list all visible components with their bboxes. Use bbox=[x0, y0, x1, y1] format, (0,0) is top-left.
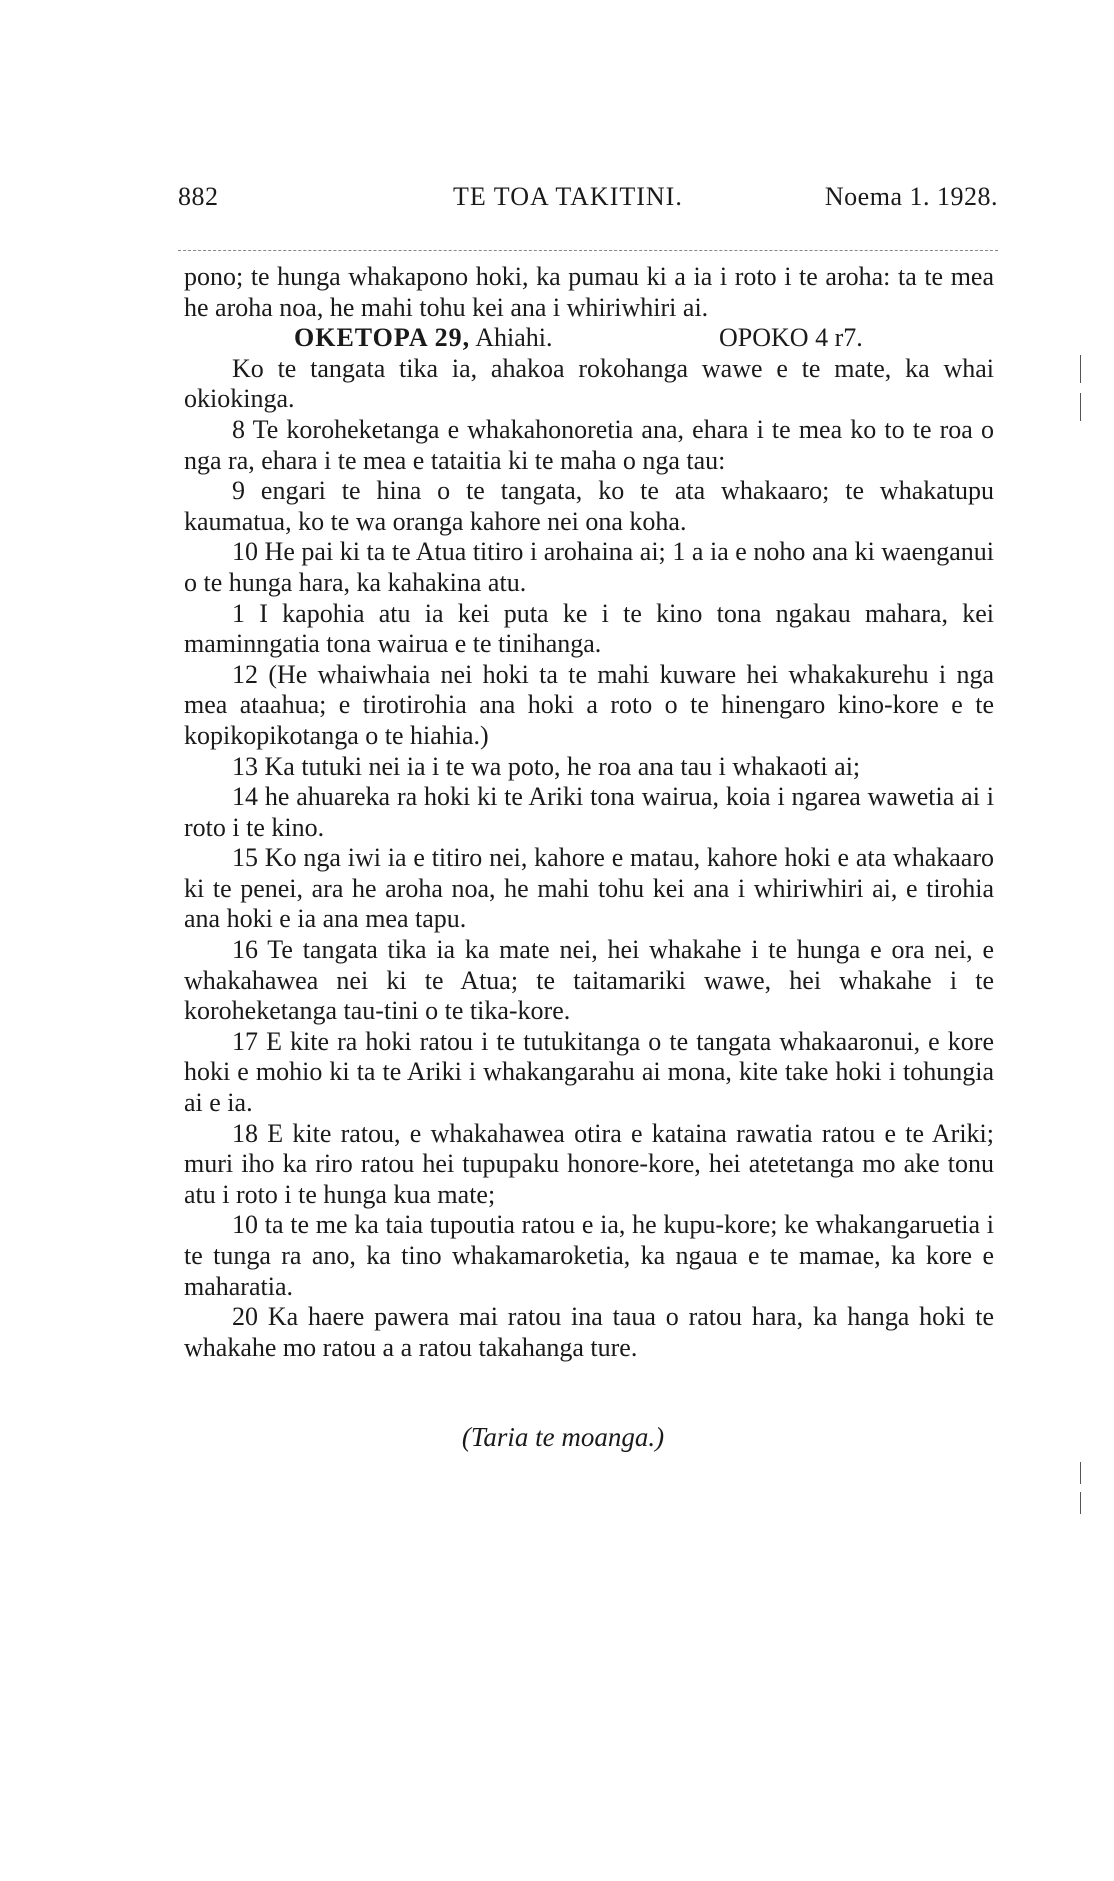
journal-title: TE TOA TAKITINI. bbox=[453, 182, 683, 211]
chapter-reference: OPOKO 4 r7. bbox=[719, 323, 863, 353]
verse-paragraph: 12 (He whaiwhaia nei hoki ta te mahi kuware hei whakakurehu i nga mea ataahua; e tirotirohia ana hoki a roto o te hinengaro kino-kore e te kopikopikotanga o te hiahia.) bbox=[184, 659, 994, 750]
margin-mark bbox=[1080, 1462, 1081, 1484]
reading-date-rest: Ahiahi. bbox=[475, 323, 553, 353]
reading-date-bold: OKETOPA 29, bbox=[294, 323, 471, 353]
page-number: 882 bbox=[178, 182, 219, 211]
verse-paragraph: 10 ta te me ka taia tupoutia ratou e ia, he kupu-kore; ke whakangaruetia i te tunga ra ano, ka tino whakamaroketia, ka ngaua e te mamae, ka kore e maharatia. bbox=[184, 1210, 994, 1301]
margin-mark bbox=[1080, 393, 1081, 421]
verse-paragraph: 10 He pai ki ta te Atua titiro i arohaina ai; 1 a ia e noho ana ki waenganui o te hunga hara, ka kahakina atu. bbox=[184, 537, 994, 597]
reading-heading bbox=[184, 323, 994, 354]
running-header bbox=[178, 182, 998, 222]
verse-paragraph: 9 engari te hina o te tangata, ko te ata whakaaro; te whakatupu kaumatua, ko te wa oranga kahore nei ona koha. bbox=[184, 476, 994, 536]
closing-note: (Taria te moanga.) bbox=[461, 1422, 665, 1452]
margin-mark bbox=[1080, 1492, 1081, 1514]
verse-paragraph: 20 Ka haere pawera mai ratou ina taua o ratou hara, ka hanga hoki te whakahe mo ratou a a ratou takahanga ture. bbox=[184, 1302, 994, 1362]
verse-paragraph: 13 Ka tutuki nei ia i te wa poto, he roa ana tau i whakaoti ai; bbox=[232, 751, 861, 781]
verse-paragraph: 8 Te koroheketanga e whakahonoretia ana, ehara i te mea ko to te roa o nga ra, ehara i te mea e tataitia ki te maha o nga tau: bbox=[184, 414, 994, 475]
verse-paragraph: 15 Ko nga iwi ia e titiro nei, kahore e matau, kahore hoki e ata whakaaro ki te penei, ara he aroha noa, he mahi tohu kei ana i whiriwhiri ai, e tirohia ana hoki e ia ana mea tapu. bbox=[184, 843, 994, 934]
body-text bbox=[184, 262, 994, 1363]
verse-paragraph: 1 I kapohia atu ia kei puta ke i te kino tona ngakau mahara, kei maminngatia tona wairua e te tinihanga. bbox=[184, 598, 994, 659]
header-rule bbox=[178, 250, 998, 251]
verse-paragraph: 14 he ahuareka ra hoki ki te Ariki tona wairua, koia i ngarea wawetia ai i roto i te kino. bbox=[184, 782, 994, 842]
verse-paragraph: 16 Te tangata tika ia ka mate nei, hei whakahe i te hunga e ora nei, e whakahawea nei ki te Atua; te taitamariki wawe, hei whakahe i te koroheketanga tau-tini o te tika-kore. bbox=[184, 935, 994, 1026]
margin-mark bbox=[1080, 355, 1081, 383]
issue-date: Noema 1. 1928. bbox=[824, 182, 998, 211]
reading-date bbox=[294, 323, 553, 354]
verse-paragraph: 17 E kite ra hoki ratou i te tutukitanga o te tangata whakaaronui, e kore hoki e mohio ki ta te Ariki i whakangarahu ai mona, kite take hoki i tohungia ai e ia. bbox=[184, 1026, 994, 1118]
opening-paragraph: pono; te hunga whakapono hoki, ka pumau ki a ia i roto i te aroha: ta te mea he aroha noa, he mahi tohu kei ana i whiriwhiri ai. bbox=[184, 262, 994, 322]
verse-paragraph: Ko te tangata tika ia, ahakoa rokohanga wawe e te mate, ka whai okiokinga. bbox=[184, 353, 994, 414]
verse-paragraph: 18 E kite ratou, e whakahawea otira e kataina rawatia ratou e te Ariki; muri iho ka riro ratou hei tupupaku honore-kore, hei atetetanga mo ake tonu atu i roto i te hunga kua mate; bbox=[184, 1118, 994, 1209]
